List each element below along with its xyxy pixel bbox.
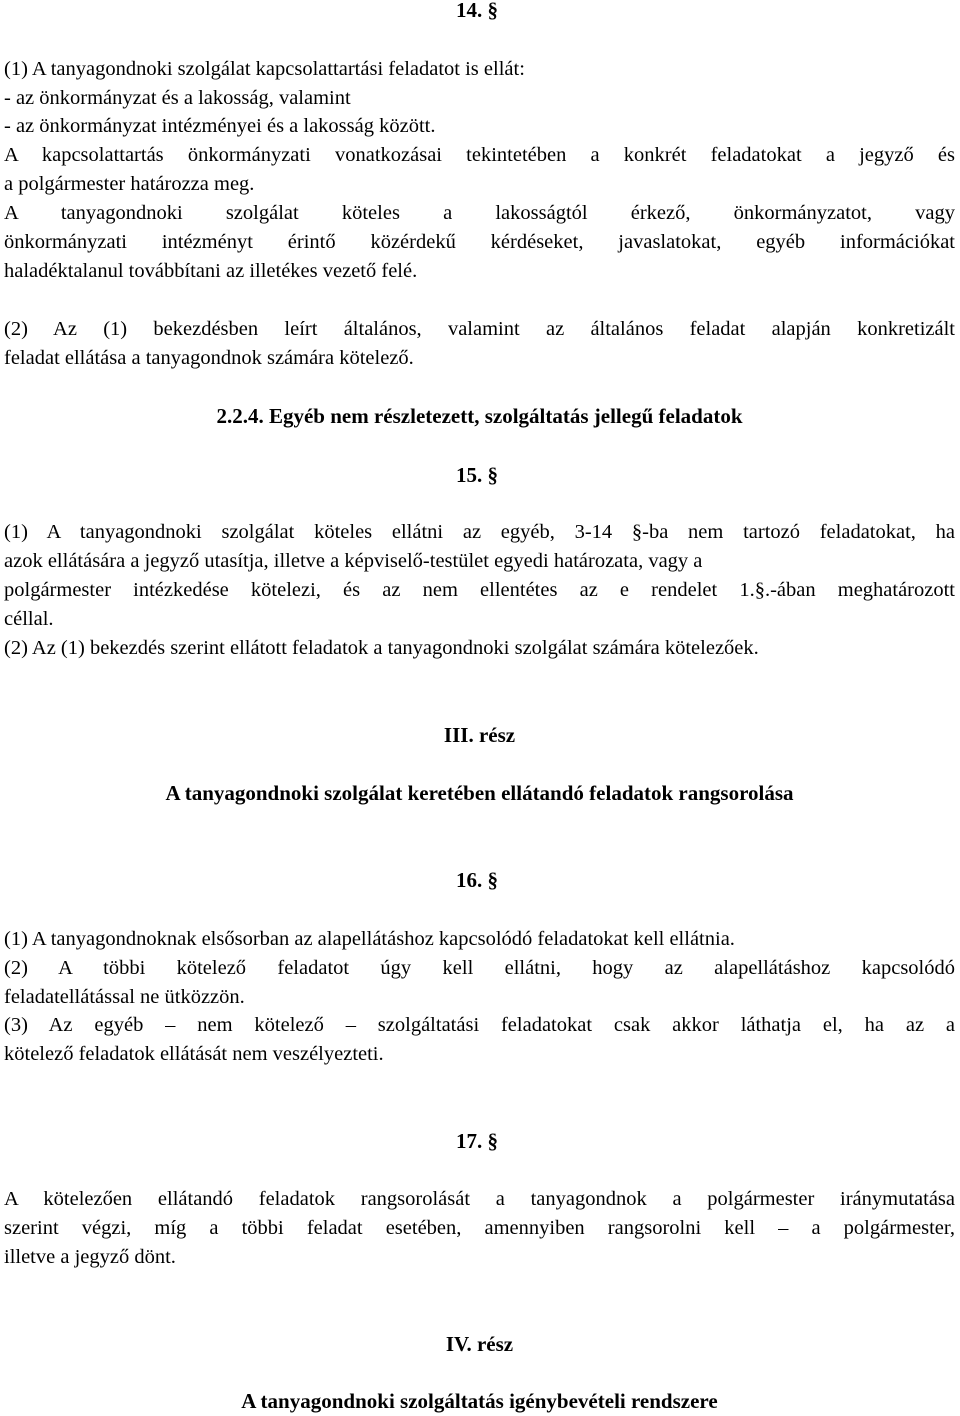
part-4-title: IV. rész [445,1332,514,1356]
section-17-heading: 17. § [456,1129,498,1153]
part-3-subtitle: A tanyagondnoki szolgálat keretében ellátandó feladatok rangsorolása [165,781,794,805]
section-15-heading: 15. § [456,463,498,487]
s14-paragraph-line: (2) Az (1) bekezdésben leírt általános, valamint az általános feladat alapján konkretizált [4,318,955,340]
s15-paragraph-line: (2) Az (1) bekezdés szerint ellátott feladatok a tanyagondnoki szolgálat számára kötelezőek. [4,637,759,659]
s17-paragraph-line: szerint végzi, míg a többi feladat esetében, amennyiben rangsorolni kell – a polgármester, [4,1217,955,1239]
part-4-subtitle: A tanyagondnoki szolgáltatás igénybevételi rendszere [241,1389,718,1413]
s16-paragraph-line: kötelező feladatok ellátását nem veszélyezteti. [4,1043,384,1065]
s14-paragraph-line: - az önkormányzat és a lakosság, valamint [4,87,351,109]
s15-paragraph-line: polgármester intézkedése kötelezi, és az nem ellentétes az e rendelet 1.§.-ában meghatározott [4,579,955,601]
s15-paragraph-line: (1) A tanyagondnoki szolgálat köteles ellátni az egyéb, 3-14 §-ba nem tartozó feladatokat, ha [4,521,955,543]
s14-paragraph-line: önkormányzati intézményt érintő közérdekű kérdéseket, javaslatokat, egyéb információkat [4,231,955,253]
s14-paragraph-line: a polgármester határozza meg. [4,173,255,195]
s16-paragraph-line: (2) A többi kötelező feladatot úgy kell ellátni, hogy az alapellátáshoz kapcsolódó [4,957,955,979]
s15-paragraph-line: céllal. [4,608,54,630]
part-3-title: III. rész [443,723,516,747]
s14-paragraph-line: A tanyagondnoki szolgálat köteles a lakosságtól érkező, önkormányzatot, vagy [4,202,955,224]
s16-paragraph-line: (3) Az egyéb – nem kötelező – szolgáltatási feladatokat csak akkor láthatja el, ha az a [4,1014,955,1036]
s14-paragraph-line: - az önkormányzat intézményei és a lakosság között. [4,115,436,137]
s17-paragraph-line: illetve a jegyző dönt. [4,1246,176,1268]
s14-paragraph-line: haladéktalanul továbbítani az illetékes vezető felé. [4,260,418,282]
s14-paragraph-line: feladat ellátása a tanyagondnok számára kötelező. [4,347,414,369]
section-16-heading: 16. § [456,868,498,892]
s14-paragraph-line: A kapcsolattartás önkormányzati vonatkozásai tekintetében a konkrét feladatokat a jegyző és [4,144,955,166]
section-14-heading: 14. § [456,0,498,22]
s14-paragraph-line: (1) A tanyagondnoki szolgálat kapcsolattartási feladatot is ellát: [4,58,525,80]
subsection-heading: 2.2.4. Egyéb nem részletezett, szolgáltatás jellegű feladatok [216,404,743,428]
s17-paragraph-line: A kötelezően ellátandó feladatok rangsorolását a tanyagondnok a polgármester iránymutatása [4,1188,955,1210]
s16-paragraph-line: (1) A tanyagondnoknak elsősorban az alapellátáshoz kapcsolódó feladatokat kell ellátnia. [4,928,735,950]
s15-paragraph-line: azok ellátására a jegyző utasítja, illetve a képviselő-testület egyedi határozata, vagy a [4,550,703,572]
s16-paragraph-line: feladatellátással ne ütközzön. [4,986,245,1008]
